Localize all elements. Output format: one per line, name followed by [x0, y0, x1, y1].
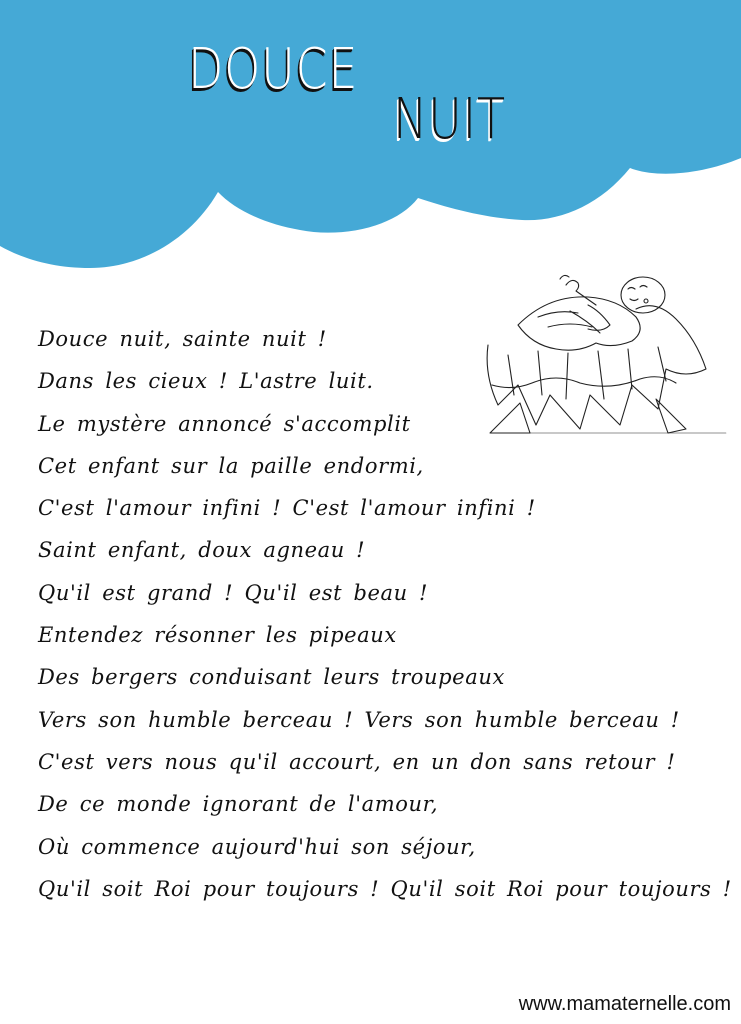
poem-line: Des bergers conduisant leurs troupeaux — [38, 665, 505, 690]
poem-line: Le mystère annoncé s'accomplit — [38, 411, 411, 436]
cloud-banner — [0, 0, 741, 280]
poem-line: Douce nuit, sainte nuit ! — [38, 327, 327, 351]
website-link[interactable]: www.mamaternelle.com — [518, 993, 731, 1015]
poem-line: Saint enfant, doux agneau ! — [38, 538, 366, 563]
poem — [38, 318, 732, 910]
title-nuit: NUIT — [393, 87, 506, 152]
poem-line: De ce monde ignorant de l'amour, — [38, 792, 439, 817]
cloud-shape — [0, 0, 741, 268]
poem-line: C'est l'amour infini ! C'est l'amour infini ! — [38, 496, 536, 521]
poem-line: Qu'il est grand ! Qu'il est beau ! — [38, 580, 429, 605]
poem-line: Dans les cieux ! L'astre luit. — [38, 369, 374, 394]
poem-line: C'est vers nous qu'il accourt, en un don sans retour ! — [38, 749, 676, 774]
poem-line: Cet enfant sur la paille endormi, — [38, 453, 424, 478]
poem-line: Qu'il soit Roi pour toujours ! Qu'il soit Roi pour toujours ! — [38, 876, 732, 901]
poem-line: Vers son humble berceau ! Vers son humble berceau ! — [38, 707, 680, 732]
poem-line: Où commence aujourd'hui son séjour, — [38, 834, 476, 859]
title-douce: DOUCE — [188, 37, 359, 102]
poem-line: Entendez résonner les pipeaux — [38, 623, 397, 648]
